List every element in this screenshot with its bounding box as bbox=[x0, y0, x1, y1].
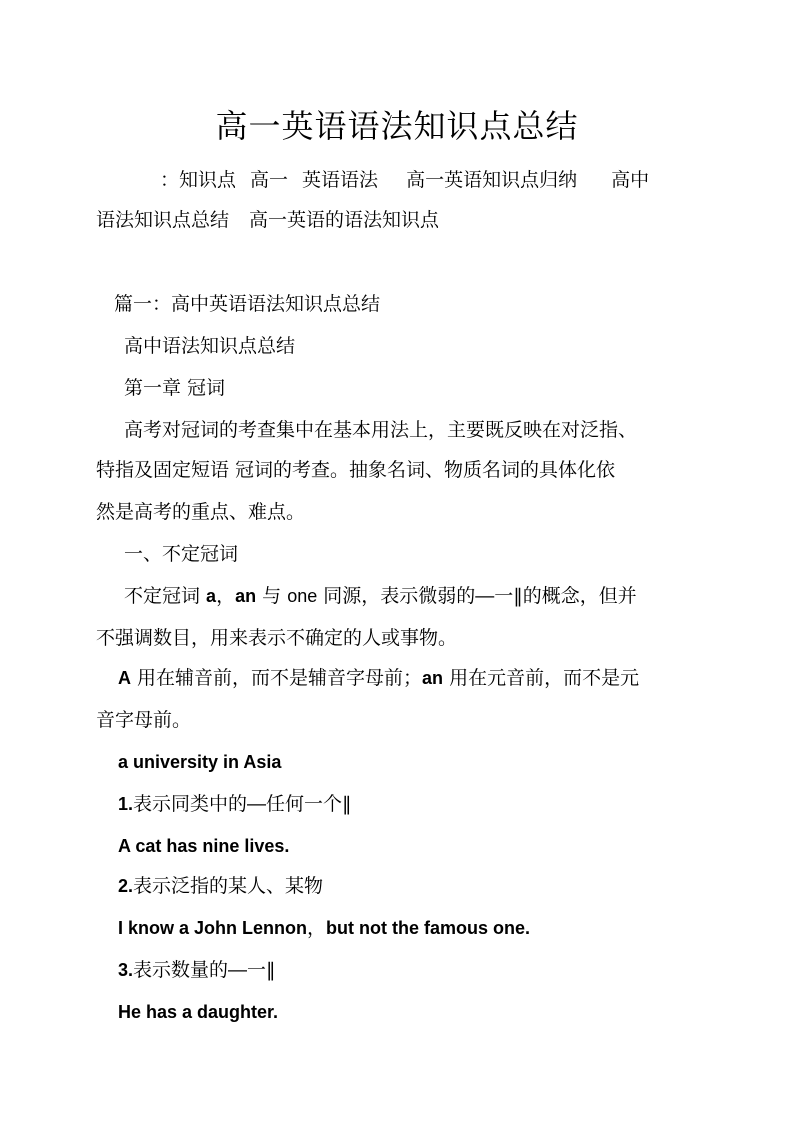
text-run: 用在辅音前，而不是辅音字母前； bbox=[131, 667, 423, 689]
subtitle: 高中语法知识点总结 bbox=[124, 335, 296, 357]
text-run: one bbox=[287, 586, 318, 606]
example-1: A cat has nine lives. bbox=[118, 836, 290, 856]
text-run: but not the famous one. bbox=[326, 918, 531, 938]
rule-1 bbox=[118, 790, 352, 818]
paragraph1-line2: 不强调数目，用来表示不确定的人或事物。 bbox=[96, 627, 458, 649]
text-run: A bbox=[118, 668, 131, 688]
keyword: 高一 bbox=[250, 169, 289, 191]
keywords-line-1 bbox=[160, 166, 649, 194]
rule-number: 1. bbox=[118, 794, 134, 814]
keyword: 高一英语的语法知识点 bbox=[249, 209, 440, 231]
rule-text: 表示数量的―一‖ bbox=[133, 959, 276, 981]
keywords-line-2 bbox=[96, 206, 439, 234]
paragraph2-line2: 音字母前。 bbox=[96, 709, 192, 731]
section-heading: 篇一：高中英语语法知识点总结 bbox=[114, 293, 381, 315]
intro-line-2: 特指及固定短语 冠词的考查。抽象名词、物质名词的具体化依 bbox=[96, 459, 616, 481]
document-title: 高一英语语法知识点总结 bbox=[215, 107, 579, 145]
keyword: 英语语法 bbox=[302, 169, 379, 191]
part-heading: 一、不定冠词 bbox=[124, 543, 239, 565]
intro-line-1: 高考对冠词的考查集中在基本用法上，主要既反映在对泛指、 bbox=[124, 419, 638, 441]
text-run: I know a John Lennon bbox=[118, 918, 307, 938]
keywords-colon: ： bbox=[160, 169, 180, 191]
keyword: 高一英语知识点归纳 bbox=[406, 169, 578, 191]
text-run: 不定冠词 bbox=[124, 585, 207, 607]
text-run: ， bbox=[216, 585, 236, 607]
rule-number: 3. bbox=[118, 960, 134, 980]
paragraph2-line1 bbox=[118, 664, 639, 692]
example-2 bbox=[118, 914, 530, 942]
text-run: a bbox=[206, 586, 217, 606]
paragraph1-line1 bbox=[124, 582, 637, 610]
keyword: 语法知识点总结 bbox=[96, 209, 230, 231]
rule-text: 表示同类中的―任何一个‖ bbox=[133, 793, 352, 815]
example-0: a university in Asia bbox=[118, 752, 282, 772]
example-3: He has a daughter. bbox=[118, 1002, 279, 1022]
text-run: 与 bbox=[256, 585, 288, 607]
rule-3 bbox=[118, 956, 276, 984]
chapter-heading: 第一章 冠词 bbox=[124, 377, 226, 399]
keyword: 知识点 bbox=[179, 169, 237, 191]
rule-text: 表示泛指的某人、某物 bbox=[133, 875, 324, 897]
rule-number: 2. bbox=[118, 876, 134, 896]
intro-line-3: 然是高考的重点、难点。 bbox=[96, 501, 306, 523]
text-run: 用在元音前，而不是元 bbox=[443, 667, 640, 689]
text-run: an bbox=[235, 586, 257, 606]
text-run: ， bbox=[307, 917, 327, 939]
keyword: 高中 bbox=[611, 169, 650, 191]
text-run: 同源，表示微弱的―一‖的概念，但并 bbox=[317, 585, 637, 607]
rule-2 bbox=[118, 872, 323, 900]
text-run: an bbox=[422, 668, 444, 688]
